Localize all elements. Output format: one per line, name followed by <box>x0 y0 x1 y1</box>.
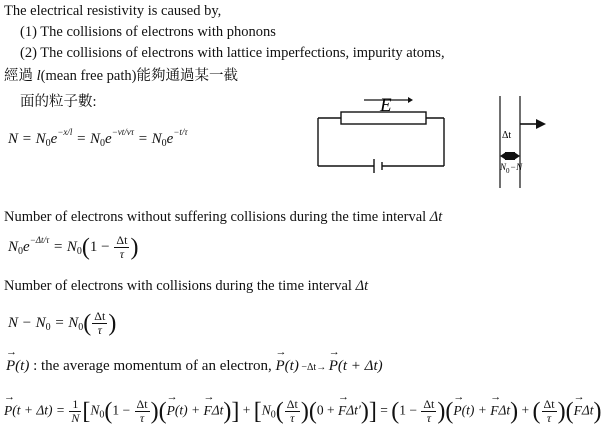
cjk-post: 能夠通過某一截 <box>136 68 238 84</box>
without-collisions-text <box>4 208 442 226</box>
eq2-exp: −Δt/τ <box>29 234 50 245</box>
p-vector-3: → P <box>329 358 338 375</box>
p-vector-2: → P <box>276 358 285 375</box>
eq4-dt3: Δt <box>581 402 594 418</box>
list-item-imperfections: (2) The collisions of electrons with lattice imperfections, impurity atoms, <box>20 45 445 61</box>
intro-text: The electrical resistivity is caused by, <box>4 3 222 19</box>
eq4-frac2: $\frac{\Delta t}{\tau}$ <box>286 397 298 425</box>
eq4-F: → F <box>203 403 211 419</box>
cjk-pre: 經過 <box>4 68 37 84</box>
eq1-exp1: −x/l <box>57 127 73 137</box>
e-field-label: E <box>380 95 392 116</box>
cjk-line-1 <box>4 67 238 85</box>
eq4-plus2: + <box>518 402 533 418</box>
eq2-N0: = N <box>49 238 77 255</box>
eq4-lhs: (t + Δt) = <box>12 402 69 418</box>
eq1-e2: e <box>105 131 112 147</box>
eq4-F4: → F <box>574 403 582 419</box>
slab-diagram <box>492 94 552 189</box>
eq1-sub0c: 0 <box>161 138 167 149</box>
with-collisions-text <box>4 277 368 295</box>
circuit-diagram <box>316 90 456 180</box>
eq1-e: e <box>50 131 58 147</box>
equation-without: $N_0e^{-\Delta t/\tau} = N_0(1$ − $\frac{\Delta t}{\tau}$ ) <box>8 233 139 261</box>
slab-minus-N: −N <box>510 162 523 172</box>
eq3-lhs: N − N <box>8 314 46 331</box>
eq4-one: 1 − <box>112 402 134 418</box>
eq4-P: → P <box>4 403 12 419</box>
eq1-e3: e <box>166 131 174 147</box>
eq2-sub0: 0 <box>18 245 24 257</box>
eq1-sub0: 0 <box>45 138 51 149</box>
eq4-P3: → P <box>453 403 461 419</box>
eq3-N0: = N <box>50 314 79 331</box>
eq4-frac4: $\frac{\Delta t}{\tau}$ <box>543 397 555 425</box>
slab-N0: 0 <box>506 167 510 175</box>
list-item-phonons: (1) The collisions of electrons with phonons <box>20 24 276 40</box>
with-dt: Δt <box>355 278 369 294</box>
p-arrow: −Δt→ <box>298 362 329 373</box>
eq3-sub0: 0 <box>45 321 51 333</box>
mean-free-path-symbol: l <box>36 68 41 84</box>
eq1-N: N <box>8 131 19 147</box>
p-vector: → P <box>6 358 15 375</box>
eq4-one2: 1 − <box>399 402 421 418</box>
eq1-exp3: −t/τ <box>173 127 188 137</box>
eq4-mid1: (t) + <box>174 402 204 418</box>
eq4-sub0: 0 <box>99 409 105 421</box>
eq4-frac3: $\frac{\Delta t}{\tau}$ <box>423 397 435 425</box>
eq4-dtp: Δt′ <box>346 402 361 418</box>
momentum-definition <box>6 358 383 375</box>
eq2-e: e <box>23 238 30 255</box>
slab-N: N <box>500 162 507 172</box>
cjk-line-2: 面的粒子數: <box>20 94 97 110</box>
eq4-norm-frac: $\frac{1}{N}$ <box>71 397 80 425</box>
eq1-N0: = N <box>18 131 46 147</box>
eq4-dt: Δt <box>211 402 224 418</box>
eq1-N0b: = N <box>72 131 101 147</box>
eq2-frac: $\frac{\Delta t}{\tau}$ <box>116 233 128 261</box>
eq3-sub0b: 0 <box>78 321 84 333</box>
without-dt: Δt <box>429 209 443 225</box>
eq4-dt2: Δt <box>498 402 511 418</box>
dt-label: Δt <box>502 130 512 141</box>
eq4-N0: N <box>90 402 100 418</box>
mean-free-path-text: (mean free path) <box>40 68 137 84</box>
eq1-exp2: −vt/vτ <box>111 127 135 137</box>
equation-momentum: → P(t + Δt) = $\frac{1}{N}$ [$N_0(1$ − $\frac{\Delta t}{\tau}$ )(→ P(t) + → $F\Delta t)] + [N_0$( $\frac{\Delta t}{\tau}$ )(0 + → FΔt′)] = (1 − $\frac{\Delta t}{\tau}$ )(→ P(t) + → FΔt) + ( $\frac{\Delta t}{\tau}$ )(→ FΔt) <box>4 398 602 425</box>
eq1-sub0b: 0 <box>100 138 106 149</box>
eq1-N0c: = N <box>134 131 162 147</box>
equation-with: $N - N_0 = N_0$( $\frac{\Delta t}{\tau}$ ) <box>8 309 117 337</box>
eq2-sub0b: 0 <box>76 245 82 257</box>
slab-block <box>505 152 515 160</box>
eq4-F2: → F <box>338 403 346 419</box>
eq4-P2: → P <box>167 403 175 419</box>
eq3-frac: $\frac{\Delta t}{\tau}$ <box>94 309 106 337</box>
eq4-sub0b: 0 <box>270 409 276 421</box>
p-t-dt: (t + Δt) <box>337 358 383 374</box>
eq4-zero: 0 + <box>316 402 338 418</box>
equation-decay <box>8 127 188 149</box>
eq4-frac1: $\frac{\Delta t}{\tau}$ <box>136 397 148 425</box>
eq4-mid2: (t) + <box>461 402 491 418</box>
eq4-eq: = <box>376 402 392 418</box>
with-text: Number of electrons with collisions during the time interval <box>4 278 356 294</box>
eq2-one: 1 − <box>89 238 114 255</box>
eq4-N0b: N <box>261 402 271 418</box>
p-t-2: (t) <box>284 358 299 374</box>
eq4-plus: + <box>239 402 254 418</box>
p-def-text: : the average momentum of an electron, <box>29 358 276 374</box>
eq4-F3: → F <box>490 403 498 419</box>
p-t: (t) <box>15 358 30 374</box>
eq2-N: N <box>8 238 19 255</box>
without-text: Number of electrons without suffering collisions during the time interval <box>4 209 430 225</box>
